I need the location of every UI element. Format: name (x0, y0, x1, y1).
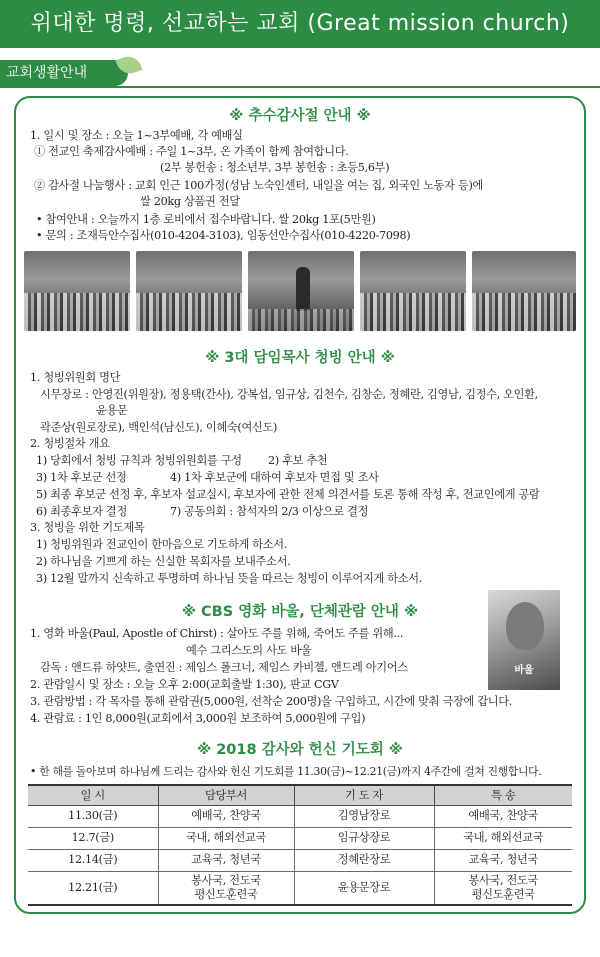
movie-poster (488, 590, 560, 690)
harvest-line: • 참여안내 : 오늘까지 1층 로비에서 접수바랍니다. 쌀 20kg 1포(5만원) (36, 213, 376, 226)
table-row (28, 805, 572, 827)
pastor-line: 2) 하나님을 기쁘게 하는 신실한 목회자를 보내주소서. (36, 555, 291, 568)
song-cell: 국내, 해외선교국 (434, 827, 572, 849)
pastor-line: 6) 최종후보자 결정 (36, 505, 127, 518)
pastor-line: 2) 후보 추천 (268, 454, 328, 467)
harvest-title: ※ 추수감사절 안내 ※ (229, 108, 371, 124)
pastor-line: 3. 청빙을 위한 기도제목 (30, 521, 145, 534)
movie-line: 4. 관람료 : 1인 8,000원(교회에서 3,000원 보조하여 5,000원에 구입) (30, 712, 366, 725)
pastor-line: 시무장로 : 안영진(위원장), 정용택(간사), 강복섭, 임규상, 김천수, 김창순, 정혜란, 김영남, 김정수, 오인환, (40, 388, 538, 401)
photo-strip (24, 251, 576, 331)
pastor-line: 1) 청빙위원과 전교인이 한마음으로 기도하게 하소서. (36, 538, 288, 551)
date-cell: 11.30(금) (28, 805, 158, 827)
table-row (28, 871, 572, 905)
harvest-line: ② 감사절 나눔행사 : 교회 인근 100가정(성남 노숙인센터, 내일을 여는 집, 외국인 노동자 등)에 (34, 179, 484, 192)
prayer-schedule-table (28, 784, 572, 906)
song-cell: 봉사국, 전도국 평신도훈련국 (434, 871, 572, 905)
movie-line: 2. 관람일시 및 장소 : 오늘 오후 2:00(교회출발 1:30), 판교 CGV (30, 678, 339, 691)
movie-line: 예수 그리스도의 사도 바울 (186, 644, 312, 657)
leader-cell: 김영남장로 (294, 805, 434, 827)
song-cell: 예배국, 찬양국 (434, 805, 572, 827)
pastor-line: 3) 12월 말까지 신속하고 투명하며 하나님 뜻을 따르는 청빙이 이루어지게 하소서. (36, 572, 423, 585)
movie-line: 1. 영화 바울(Paul, Apostle of Chirst) : 살아도 주를 위해, 죽어도 주를 위해... (30, 627, 404, 640)
pastor-speaking-photo (248, 251, 354, 331)
table-row (28, 827, 572, 849)
pastor-line: 2. 청빙절차 개요 (30, 437, 110, 450)
pastor-title: ※ 3대 담임목사 청빙 안내 ※ (205, 350, 395, 366)
dept-cell: 봉사국, 전도국 평신도훈련국 (158, 871, 294, 905)
harvest-line: ① 전교인 축제감사예배 : 주일 1~3부, 온 가족이 함께 참여합니다. (34, 145, 349, 158)
congregation-photo (472, 251, 576, 331)
section-tab-label: 교회생활안내 (0, 60, 128, 86)
section-tab (0, 60, 146, 88)
movie-title: ※ CBS 영화 바울, 단체관람 안내 ※ (181, 604, 419, 620)
dept-cell: 예배국, 찬양국 (158, 805, 294, 827)
harvest-line: 쌀 20kg 상품권 전달 (140, 195, 240, 208)
harvest-line: 1. 일시 및 장소 : 오늘 1~3부예배, 각 예배실 (30, 129, 243, 142)
col-date-header: 일 시 (28, 785, 158, 805)
poster-title: 바울 (514, 665, 534, 676)
pastor-line: 4) 1차 후보군에 대하여 후보자 면접 및 조사 (170, 471, 379, 484)
table-row (28, 849, 572, 871)
pastor-line: 5) 최종 후보군 선정 후, 후보자 설교실시, 후보자에 관한 전체 의견서를 토론 통해 작성 후, 전교인에게 공람 (36, 488, 540, 501)
date-cell: 12.7(금) (28, 827, 158, 849)
pastor-line: 1. 청빙위원회 명단 (30, 371, 121, 384)
prayer-intro: • 한 해를 돌아보며 하나님께 드리는 감사와 헌신 기도회를 11.30(금)~12.21(금)까지 4주간에 걸쳐 진행합니다. (30, 765, 542, 778)
children-performance-photo (360, 251, 466, 331)
choir-photo (24, 251, 130, 331)
pastor-line: 7) 공동의회 : 참석자의 2/3 이상으로 결정 (170, 505, 369, 518)
col-dept-header: 담당부서 (158, 785, 294, 805)
harvest-line: (2부 봉헌송 : 청소년부, 3부 봉헌송 : 초등5,6부) (160, 161, 390, 174)
leader-cell: 정혜란장로 (294, 849, 434, 871)
dept-cell: 교육국, 청년국 (158, 849, 294, 871)
prayer-title: ※ 2018 감사와 헌신 기도회 ※ (197, 742, 403, 758)
children-choir-photo (136, 251, 242, 331)
harvest-line: • 문의 : 조재득안수집사(010-4204-3103), 임동선안수집사(010-4220-7098) (36, 229, 411, 242)
song-cell: 교육국, 청년국 (434, 849, 572, 871)
pastor-line: 1) 당회에서 청빙 규칙과 청빙위원회를 구성 (36, 454, 242, 467)
pastor-line: 곽준상(원로장로), 백인석(남신도), 이혜숙(여신도) (40, 421, 278, 434)
date-cell: 12.14(금) (28, 849, 158, 871)
dept-cell: 국내, 해외선교국 (158, 827, 294, 849)
table-header-row (28, 785, 572, 805)
pastor-line: 3) 1차 후보군 선정 (36, 471, 127, 484)
movie-line: 감독 : 앤드류 하얏트, 출연진 : 제임스 폴크너, 제임스 카비젤, 앤드레 아기어스 (40, 661, 408, 674)
header-banner: 위대한 명령, 선교하는 교회 (Great mission church) (0, 0, 600, 48)
col-song-header: 특 송 (434, 785, 572, 805)
leader-cell: 윤용문장로 (294, 871, 434, 905)
pastor-line: 윤용문 (96, 404, 128, 417)
divider-line (0, 86, 600, 88)
date-cell: 12.21(금) (28, 871, 158, 905)
col-leader-header: 기 도 자 (294, 785, 434, 805)
movie-line: 3. 관람방법 : 각 목자를 통해 관람권(5,000원, 선착순 200명)을 구입하고, 시간에 맞춰 극장에 갑니다. (30, 695, 512, 708)
leader-cell: 임규상장로 (294, 827, 434, 849)
